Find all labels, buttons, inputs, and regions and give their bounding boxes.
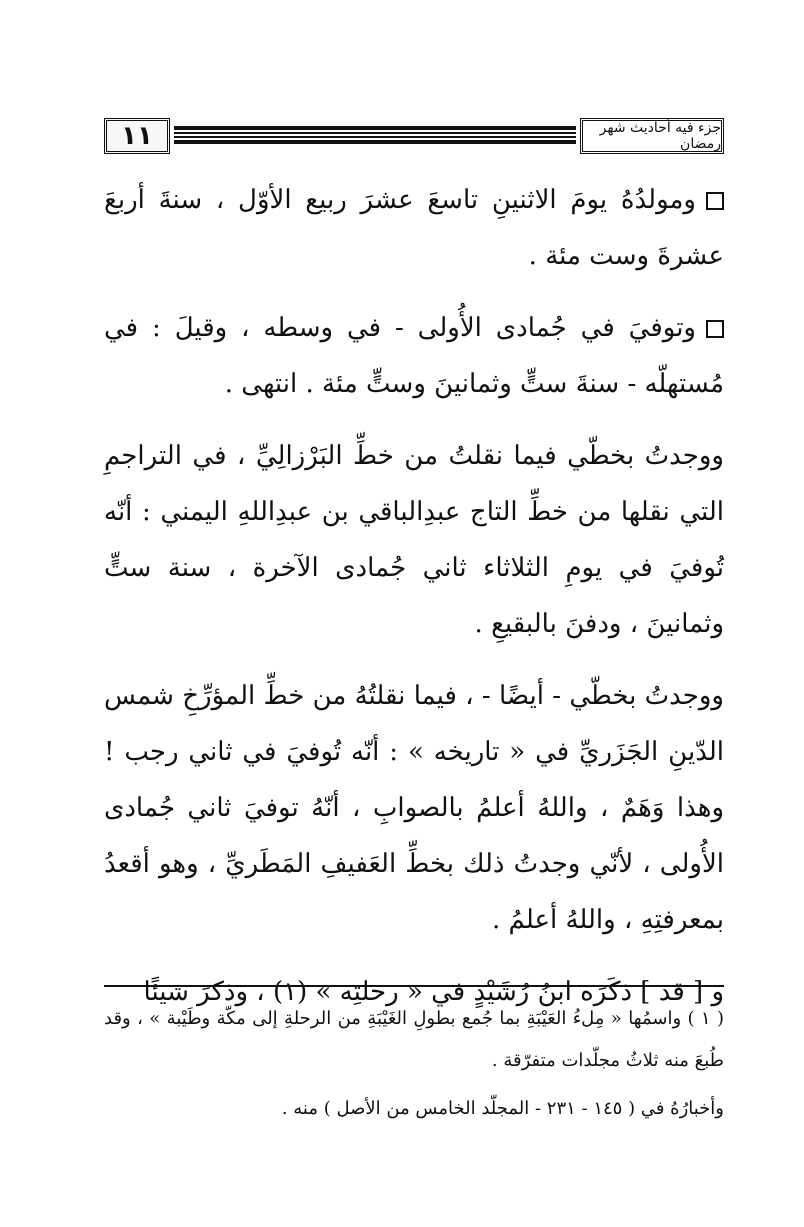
paragraph-birth xyxy=(104,172,724,284)
paragraph-barzali: ووجدتُ بخطّي فيما نقلتُ من خطِّ البَرْزالِيِّ ، في التراجمِ التي نقلها من خطِّ التاج عبدِالباقي بن عبدِاللهِ اليمني : أنّه تُوفيَ في يومِ الثلاثاء ثاني جُمادى الآخرة ، سنة ستٍّ وثمانينَ ، ودفنَ بالبقيعِ . xyxy=(104,441,724,639)
paragraph-death xyxy=(104,300,724,412)
paragraph-rushayd: و [ قد ] ذكَرَه ابنُ رُشَيْدٍ في « رحلتِه » (١) ، وذكرَ شيئًا xyxy=(143,977,724,1007)
footnote-divider xyxy=(104,985,724,987)
header-rule xyxy=(174,126,576,144)
footnotes xyxy=(104,998,724,1130)
paragraph-jazari: ووجدتُ بخطّي - أيضًا - ، فيما نقلتُهُ من خطِّ المؤرِّخِ شمس الدّينِ الجَزَريِّ في « تاريخه » : أنّه تُوفيَ في ثاني رجب ! وهذا وَهَمٌ ، واللهُ أعلمُ بالصوابِ ، أنّهُ توفيَ ثاني جُمادى الأُولى ، لأنّي وجدتُ ذلك بخطِّ العَفيفِ المَطَريِّ ، وهو أقعدُ بمعرفتِهِ ، واللهُ أعلمُ . xyxy=(104,681,724,935)
main-text xyxy=(104,172,724,1030)
square-bullet-icon xyxy=(706,320,724,338)
page-number: ١١ xyxy=(104,118,170,154)
running-title: جزء فيه أحاديث شهر رمضان xyxy=(580,118,724,154)
paragraph-birth-text: ومولدُهُ يومَ الاثنينِ تاسعَ عشرَ ربيع الأوّل ، سنةَ أربعَ عشرةَ وست مئة . xyxy=(104,185,724,271)
footnote-reference: وأخبارُهُ في ( ١٤٥ - ٢٣١ - المجلّد الخامس من الأصل ) منه . xyxy=(281,1098,724,1119)
footnote-1: ( ١ ) واسمُها « مِلءُ العَيْبَةِ بما جُمع بطولِ الغَيْبَةِ من الرحلةِ إلى مكّة وطَيْبة » ، وقد طُبعَ منه ثلاثُ مجلّدات متفرّقة . xyxy=(104,1008,724,1071)
paragraph-death-text: وتوفيَ في جُمادى الأُولى - في وسطه ، وقيلَ : في مُستهلّه - سنةَ ستٍّ وثمانينَ وستٍّ مئة . انتهى . xyxy=(104,313,724,399)
page-header xyxy=(104,118,724,156)
square-bullet-icon xyxy=(706,192,724,210)
